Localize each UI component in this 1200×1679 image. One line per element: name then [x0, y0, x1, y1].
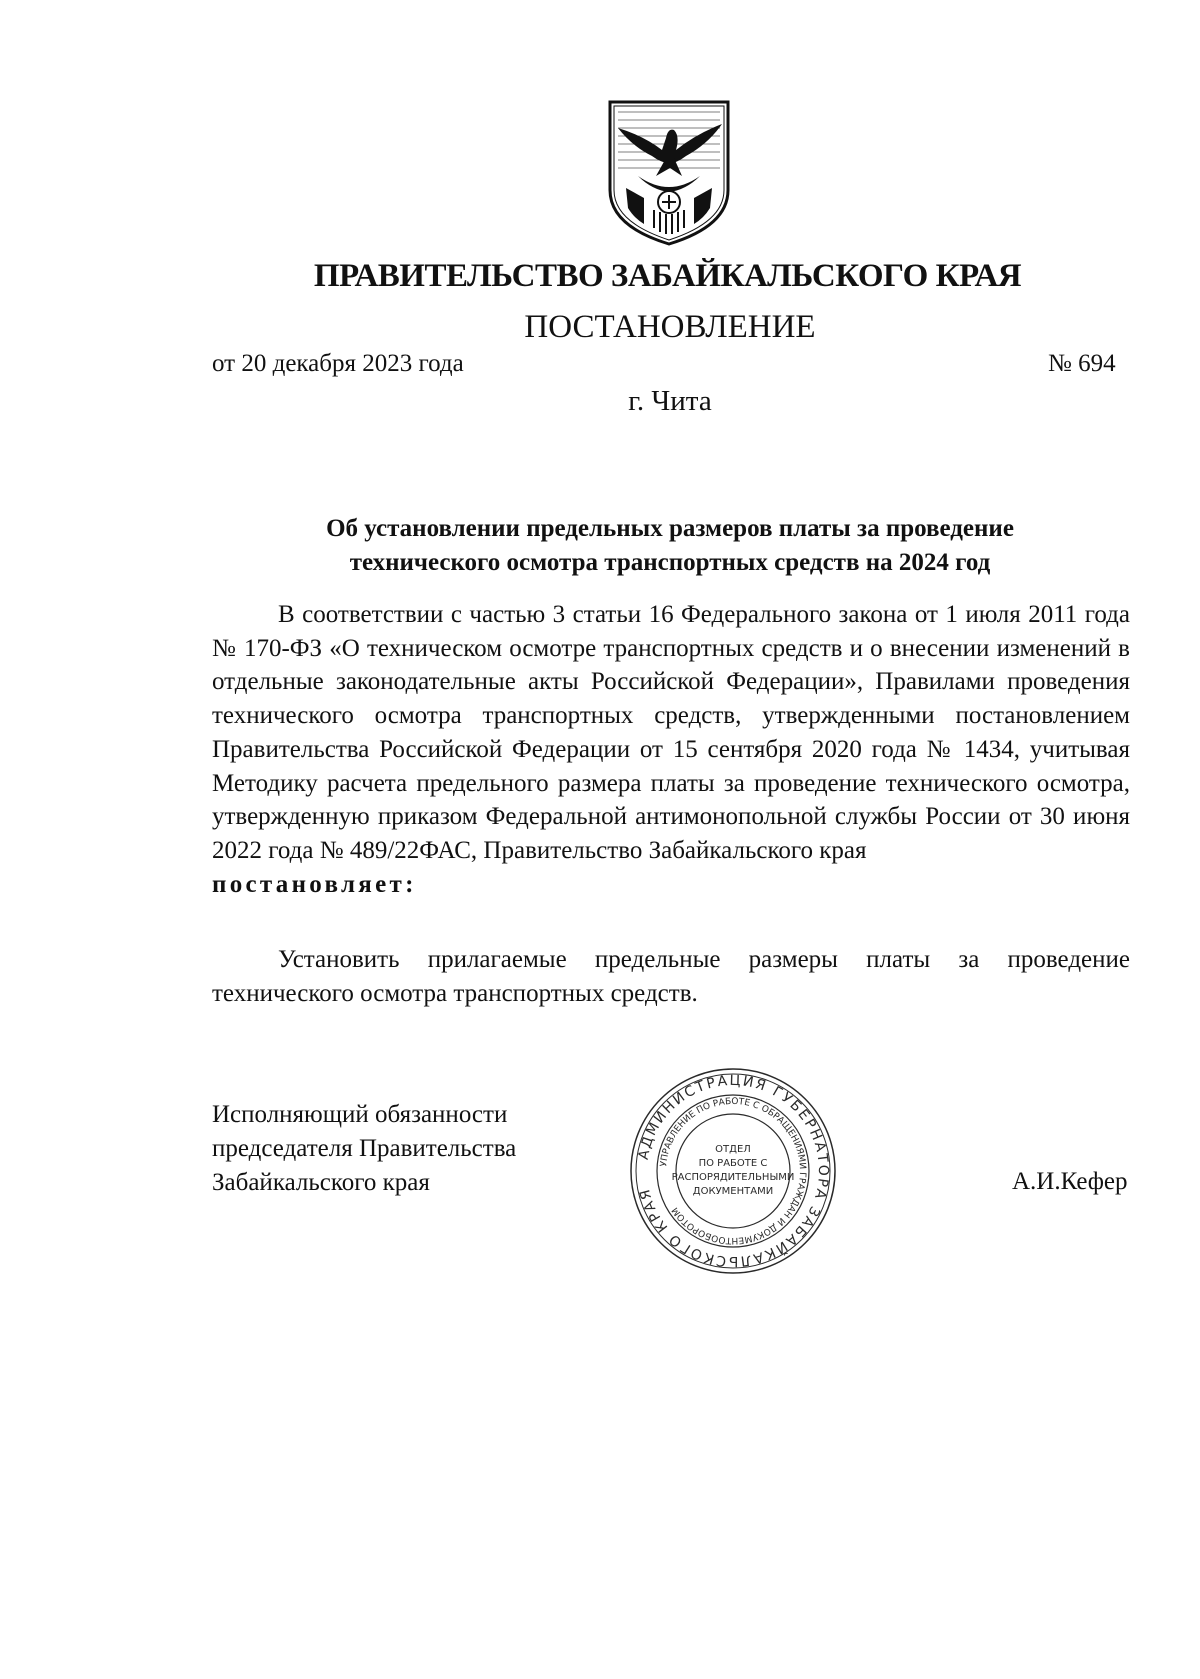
svg-text:ОТДЕЛ: ОТДЕЛ: [715, 1144, 751, 1155]
signer-position-line-1: Исполняющий обязанности: [212, 1101, 508, 1128]
document-date: от 20 декабря 2023 года: [212, 350, 464, 377]
svg-text:РАСПОРЯДИТЕЛЬНЫМИ: РАСПОРЯДИТЕЛЬНЫМИ: [671, 1172, 795, 1183]
document-number: № 694: [1048, 350, 1116, 377]
decree-word: постановляет:: [212, 870, 417, 898]
government-title: ПРАВИТЕЛЬСТВО ЗАБАЙКАЛЬСКОГО КРАЯ: [313, 258, 1022, 294]
svg-text:АДМИНИСТРАЦИЯ ГУБЕРНАТОРА ЗАБА: АДМИНИСТРАЦИЯ ГУБЕРНАТОРА ЗАБАЙКАЛЬСКОГО КРАЯ: [635, 1072, 832, 1270]
signer-name: А.И.Кефер: [1012, 1168, 1128, 1195]
paragraph-1-text: В соответствии с частью 3 статьи 16 Федерального закона от 1 июля 2011 года № 170-ФЗ «О техническом осмотре транспортных средств и о внесении изменений в отдельные законодательные акты Российской Федерации», Правилами проведения технического осмотра транспортных средств, утвержденными постановлением Правительства Российской Федерации от 15 сентября 2020 года № 1434, учитывая Методику расчета предельного размера платы за проведение технического осмотра, утвержденную приказом Федеральной антимонопольной службы России от 30 июня 2022 года № 489/22ФАС, Правительство Забайкальского края: [212, 601, 1130, 864]
official-seal-icon: [628, 1066, 838, 1276]
svg-text:УПРАВЛЕНИЕ ПО РАБОТЕ С ОБРАЩЕН: УПРАВЛЕНИЕ ПО РАБОТЕ С ОБРАЩЕНИЯМИ ГРАЖДАН И ДОКУМЕНТООБОРОТОМ: [659, 1096, 808, 1246]
document-title-line-2: технического осмотра транспортных средств на 2024 год: [349, 549, 991, 576]
body-paragraph-1: [212, 598, 1130, 901]
body-paragraph-2: Установить прилагаемые предельные размеры платы за проведение технического осмотра транспортных средств.: [212, 946, 1130, 1007]
city-name: г. Чита: [628, 385, 712, 417]
document-title-line-1: Об установлении предельных размеров платы за проведение: [326, 515, 1014, 542]
svg-text:ПО РАБОТЕ С: ПО РАБОТЕ С: [698, 1158, 768, 1169]
signer-position-line-2: председателя Правительства: [212, 1135, 517, 1162]
signer-position-line-3: Забайкальского края: [212, 1169, 430, 1196]
svg-text:ДОКУМЕНТАМИ: ДОКУМЕНТАМИ: [692, 1186, 774, 1197]
document-type: ПОСТАНОВЛЕНИЕ: [524, 309, 816, 345]
coat-of-arms-icon: [604, 98, 734, 246]
